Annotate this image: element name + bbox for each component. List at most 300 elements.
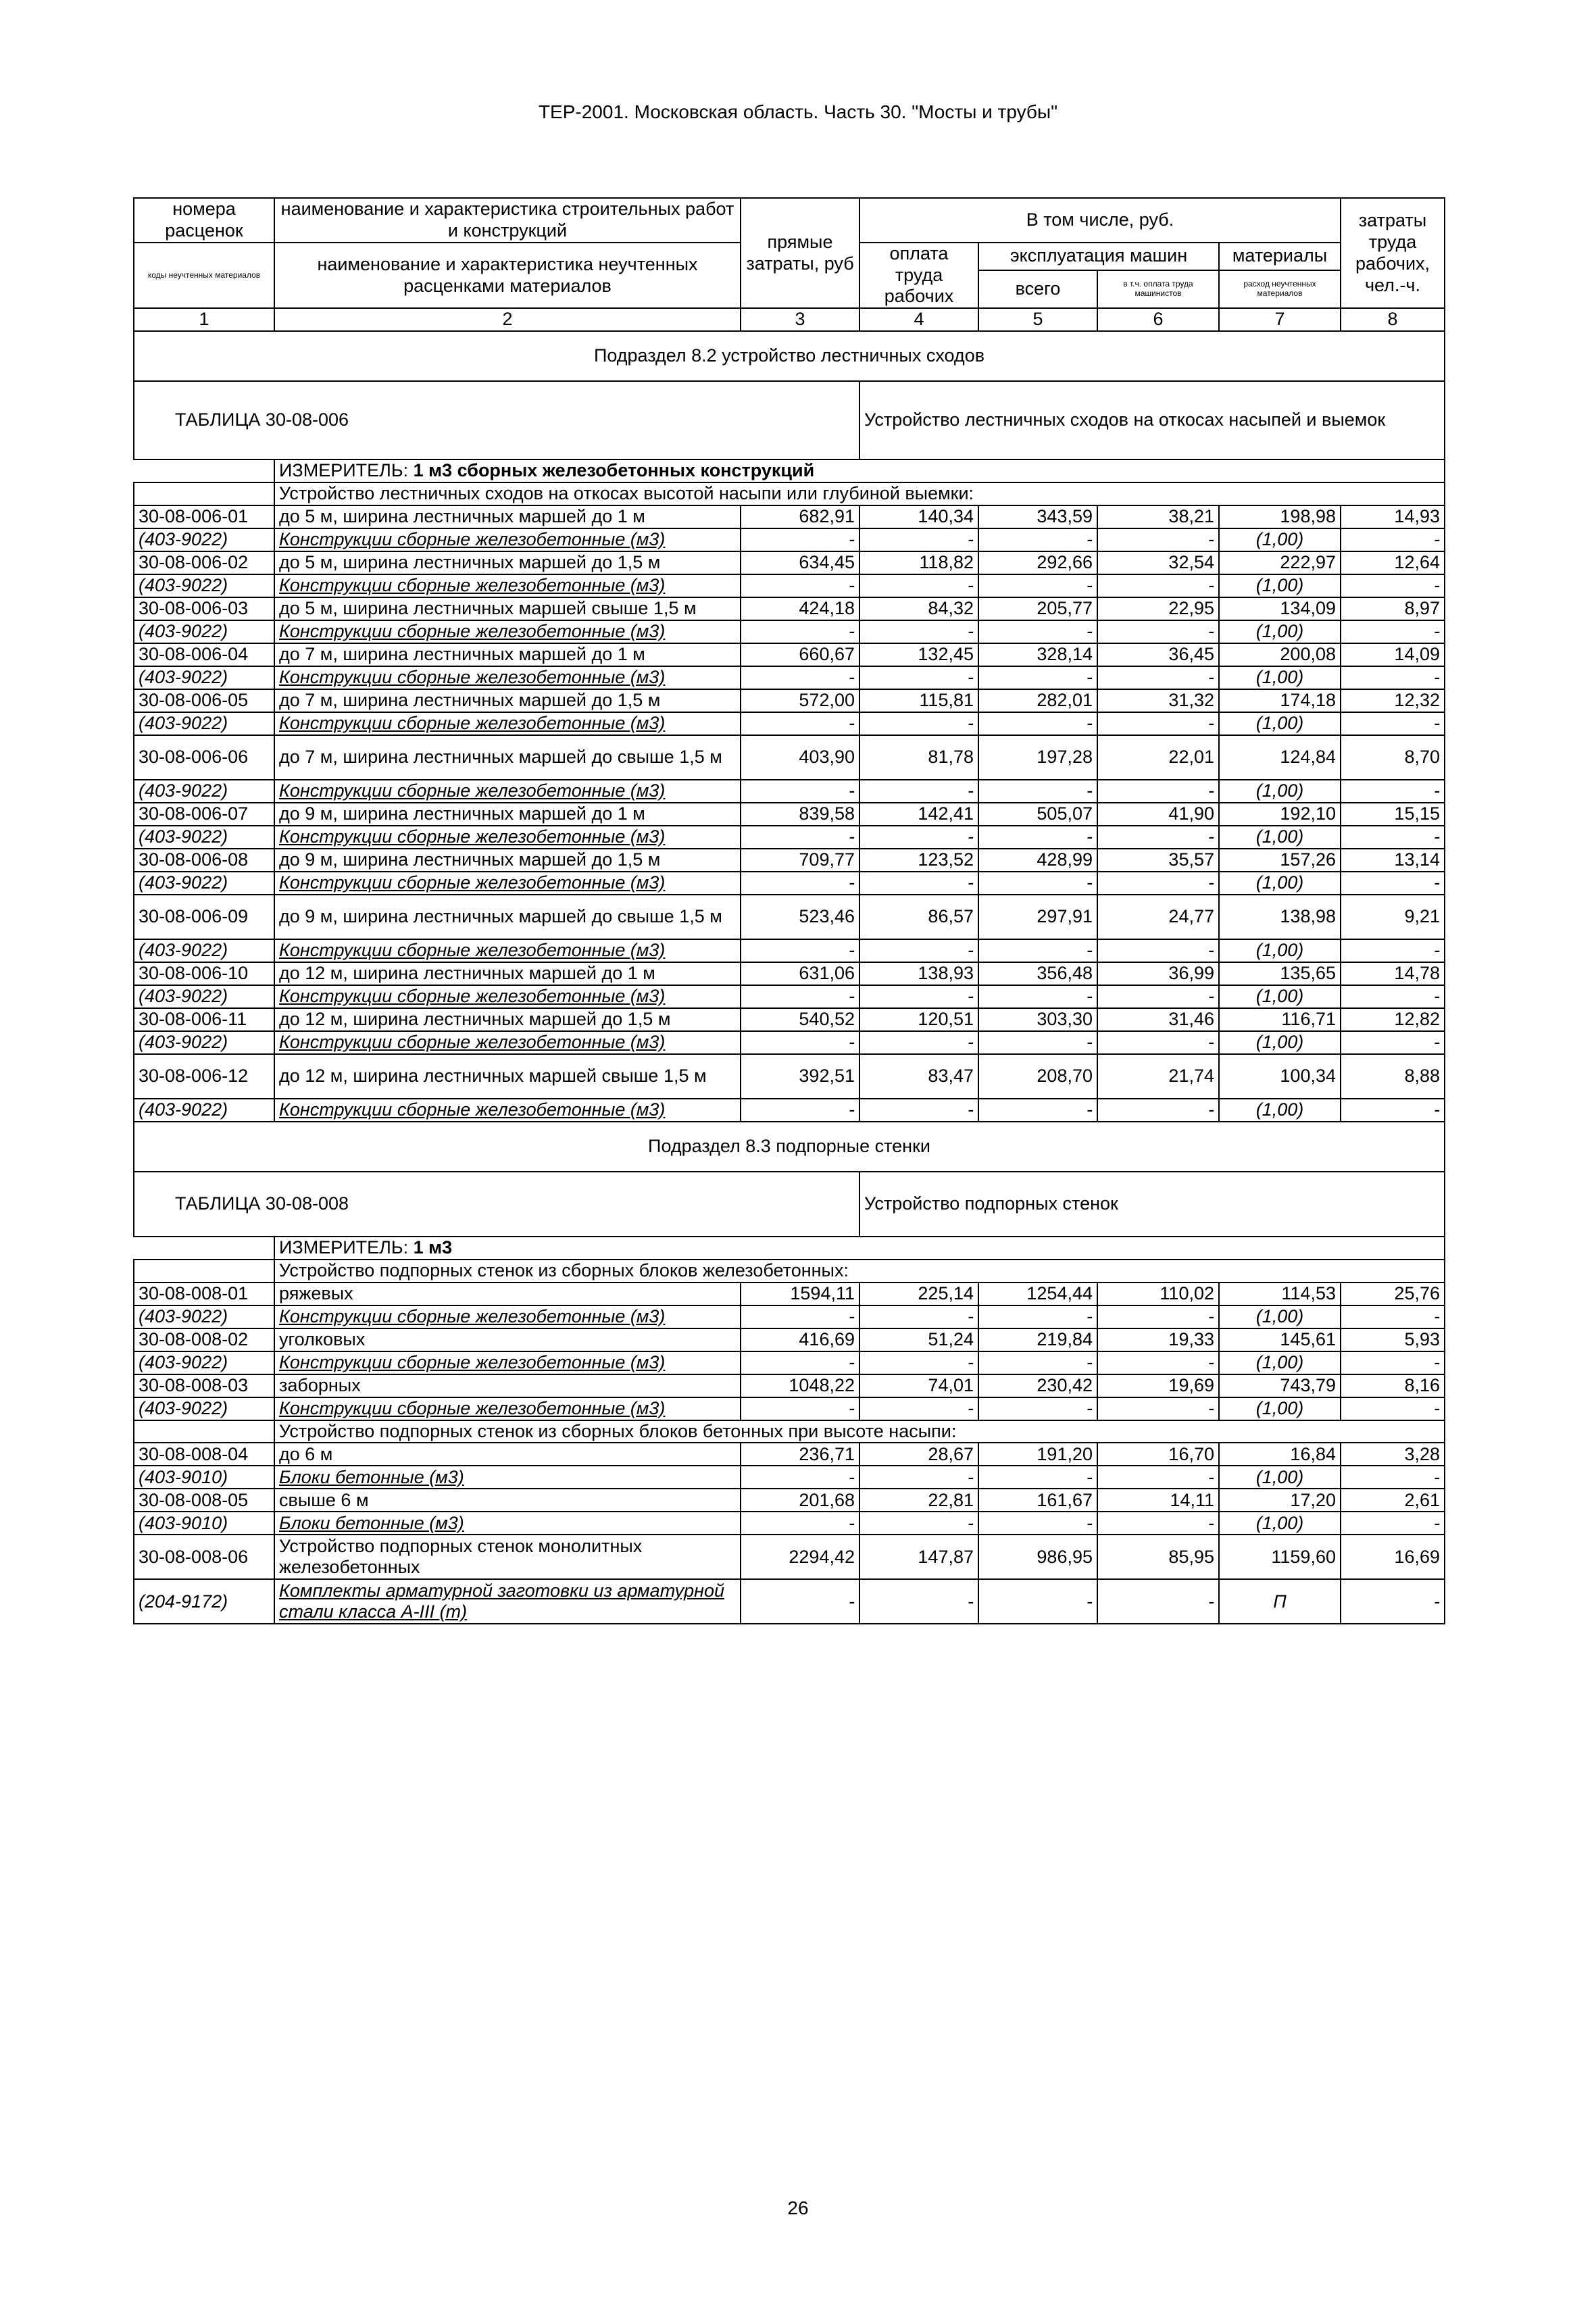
rates-table-wrapper — [133, 197, 1444, 1624]
header-unaccounted-materials: расход неучтенных материалов — [1219, 270, 1341, 308]
direct-costs: 682,91 — [741, 505, 859, 528]
machines-total: 986,95 — [978, 1535, 1097, 1579]
dash-cell: - — [741, 574, 859, 597]
machinist-pay: 85,95 — [1097, 1535, 1219, 1579]
table-row — [134, 735, 1445, 780]
material-code: (403-9022) — [134, 712, 274, 735]
materials-cost: 16,84 — [1219, 1443, 1341, 1466]
material-code: (204-9172) — [134, 1579, 274, 1624]
worker-pay: 225,14 — [859, 1283, 978, 1305]
dash-cell: - — [1341, 1579, 1445, 1624]
machinist-pay: 31,46 — [1097, 1008, 1219, 1031]
materials-cost: 145,61 — [1219, 1328, 1341, 1351]
table-label: ТАБЛИЦА 30-08-006 — [134, 381, 859, 459]
measure-spacer — [134, 459, 274, 482]
dash-cell: - — [859, 1466, 978, 1489]
dash-cell: - — [1341, 872, 1445, 895]
dash-cell: - — [1097, 1351, 1219, 1374]
table-caption: Устройство подпорных стенок — [859, 1172, 1445, 1237]
header-machines: эксплуатация машин — [978, 243, 1219, 270]
work-name: до 7 м, ширина лестничных маршей до 1 м — [274, 643, 741, 666]
work-name: заборных — [274, 1374, 741, 1397]
labor-hours: 13,14 — [1341, 849, 1445, 872]
dash-cell: - — [859, 574, 978, 597]
dash-cell: - — [741, 1031, 859, 1054]
material-quantity: (1,00) — [1219, 780, 1341, 803]
machinist-pay: 36,45 — [1097, 643, 1219, 666]
dash-cell: - — [978, 872, 1097, 895]
machines-total: 303,30 — [978, 1008, 1097, 1031]
work-name: до 5 м, ширина лестничных маршей до 1,5 м — [274, 551, 741, 574]
materials-cost: 157,26 — [1219, 849, 1341, 872]
dash-cell: - — [741, 620, 859, 643]
rate-code: 30-08-008-04 — [134, 1443, 274, 1466]
direct-costs: 1048,22 — [741, 1374, 859, 1397]
header-machines-total: всего — [978, 270, 1097, 308]
dash-cell: - — [978, 1031, 1097, 1054]
machinist-pay: 19,33 — [1097, 1328, 1219, 1351]
worker-pay: 147,87 — [859, 1535, 978, 1579]
measure-value: 1 м3 сборных железобетонных конструкций — [413, 460, 815, 481]
dash-cell: - — [978, 1512, 1097, 1535]
material-code: (403-9010) — [134, 1512, 274, 1535]
machinist-pay: 110,02 — [1097, 1283, 1219, 1305]
dash-cell: - — [741, 985, 859, 1008]
work-name: до 9 м, ширина лестничных маршей до свыше 1,5 м — [274, 895, 741, 939]
rate-code: 30-08-006-07 — [134, 803, 274, 826]
worker-pay: 74,01 — [859, 1374, 978, 1397]
rates-table — [133, 197, 1445, 1624]
work-name: до 7 м, ширина лестничных маршей до 1,5 м — [274, 689, 741, 712]
machinist-pay: 24,77 — [1097, 895, 1219, 939]
material-name: Конструкции сборные железобетонные (м3) — [274, 1351, 741, 1374]
work-name: до 5 м, ширина лестничных маршей до 1 м — [274, 505, 741, 528]
rate-code: 30-08-008-01 — [134, 1283, 274, 1305]
direct-costs: 392,51 — [741, 1054, 859, 1099]
materials-cost: 222,97 — [1219, 551, 1341, 574]
group-title: Устройство подпорных стенок из сборных блоков бетонных при высоте насыпи: — [274, 1420, 1445, 1443]
dash-cell: - — [741, 1579, 859, 1624]
dash-cell: - — [859, 1351, 978, 1374]
worker-pay: 83,47 — [859, 1054, 978, 1099]
dash-cell: - — [741, 826, 859, 849]
direct-costs: 572,00 — [741, 689, 859, 712]
labor-hours: 15,15 — [1341, 803, 1445, 826]
dash-cell: - — [1097, 1579, 1219, 1624]
rate-code: 30-08-006-05 — [134, 689, 274, 712]
machines-total: 292,66 — [978, 551, 1097, 574]
dash-cell: - — [859, 528, 978, 551]
material-row — [134, 528, 1445, 551]
dash-cell: - — [741, 1099, 859, 1122]
material-row — [134, 620, 1445, 643]
dash-cell: - — [1097, 1466, 1219, 1489]
dash-cell: - — [1097, 712, 1219, 735]
dash-cell: - — [978, 528, 1097, 551]
material-quantity: (1,00) — [1219, 620, 1341, 643]
dash-cell: - — [741, 1512, 859, 1535]
labor-hours: 16,69 — [1341, 1535, 1445, 1579]
dash-cell: - — [1097, 780, 1219, 803]
work-name: до 7 м, ширина лестничных маршей до свыше 1,5 м — [274, 735, 741, 780]
dash-cell: - — [741, 1397, 859, 1420]
header-labor-hours: затраты труда рабочих, чел.-ч. — [1341, 198, 1445, 308]
material-code: (403-9022) — [134, 528, 274, 551]
material-row — [134, 826, 1445, 849]
rate-code: 30-08-006-06 — [134, 735, 274, 780]
dash-cell: - — [978, 666, 1097, 689]
labor-hours: 12,64 — [1341, 551, 1445, 574]
dash-cell: - — [1341, 528, 1445, 551]
dash-cell: - — [978, 1397, 1097, 1420]
group-spacer — [134, 1260, 274, 1283]
machines-total: 161,67 — [978, 1489, 1097, 1512]
worker-pay: 84,32 — [859, 597, 978, 620]
direct-costs: 634,45 — [741, 551, 859, 574]
material-row — [134, 872, 1445, 895]
measure-value: 1 м3 — [413, 1237, 453, 1258]
materials-cost: 1159,60 — [1219, 1535, 1341, 1579]
rate-code: 30-08-006-04 — [134, 643, 274, 666]
materials-cost: 100,34 — [1219, 1054, 1341, 1099]
material-quantity: (1,00) — [1219, 574, 1341, 597]
dash-cell: - — [1097, 620, 1219, 643]
material-quantity: (1,00) — [1219, 826, 1341, 849]
machinist-pay: 38,21 — [1097, 505, 1219, 528]
table-row — [134, 962, 1445, 985]
table-row — [134, 689, 1445, 712]
materials-cost: 743,79 — [1219, 1374, 1341, 1397]
column-number: 8 — [1341, 308, 1445, 331]
material-quantity: (1,00) — [1219, 1031, 1341, 1054]
machinist-pay: 21,74 — [1097, 1054, 1219, 1099]
machines-total: 205,77 — [978, 597, 1097, 620]
material-quantity: (1,00) — [1219, 1305, 1341, 1328]
header-material-name: наименование и характеристика неучтенных расценками материалов — [274, 243, 741, 309]
material-quantity: (1,00) — [1219, 1397, 1341, 1420]
dash-cell: - — [741, 939, 859, 962]
direct-costs: 839,58 — [741, 803, 859, 826]
measure-unit — [274, 1237, 1445, 1260]
worker-pay: 51,24 — [859, 1328, 978, 1351]
material-quantity: (1,00) — [1219, 872, 1341, 895]
worker-pay: 22,81 — [859, 1489, 978, 1512]
worker-pay: 138,93 — [859, 962, 978, 985]
dash-cell: - — [1097, 1512, 1219, 1535]
dash-cell: - — [1341, 939, 1445, 962]
machines-total: 428,99 — [978, 849, 1097, 872]
work-name: до 12 м, ширина лестничных маршей до 1 м — [274, 962, 741, 985]
dash-cell: - — [741, 1351, 859, 1374]
header-worker-pay: оплата труда рабочих — [859, 243, 978, 309]
labor-hours: 8,16 — [1341, 1374, 1445, 1397]
dash-cell: - — [978, 1305, 1097, 1328]
direct-costs: 403,90 — [741, 735, 859, 780]
direct-costs: 201,68 — [741, 1489, 859, 1512]
machinist-pay: 41,90 — [1097, 803, 1219, 826]
material-row — [134, 1351, 1445, 1374]
material-row — [134, 1031, 1445, 1054]
material-name: Конструкции сборные железобетонные (м3) — [274, 872, 741, 895]
dash-cell: - — [1341, 780, 1445, 803]
worker-pay: 140,34 — [859, 505, 978, 528]
table-row — [134, 1374, 1445, 1397]
dash-cell: - — [1097, 826, 1219, 849]
material-row — [134, 1466, 1445, 1489]
material-code: (403-9022) — [134, 1305, 274, 1328]
dash-cell: - — [859, 1512, 978, 1535]
material-name: Конструкции сборные железобетонные (м3) — [274, 528, 741, 551]
table-label: ТАБЛИЦА 30-08-008 — [134, 1172, 859, 1237]
work-name: свыше 6 м — [274, 1489, 741, 1512]
machines-total: 343,59 — [978, 505, 1097, 528]
machinist-pay: 14,11 — [1097, 1489, 1219, 1512]
dash-cell: - — [1097, 666, 1219, 689]
machinist-pay: 35,57 — [1097, 849, 1219, 872]
material-name: Конструкции сборные железобетонные (м3) — [274, 712, 741, 735]
rate-code: 30-08-008-03 — [134, 1374, 274, 1397]
worker-pay: 120,51 — [859, 1008, 978, 1031]
table-row — [134, 1054, 1445, 1099]
page-title: ТЕР-2001. Московская область. Часть 30. "Мосты и трубы" — [538, 101, 1058, 122]
column-number: 6 — [1097, 308, 1219, 331]
dash-cell: - — [978, 780, 1097, 803]
work-name: Устройство подпорных стенок монолитных железобетонных — [274, 1535, 741, 1579]
material-row — [134, 985, 1445, 1008]
material-name: Конструкции сборные железобетонные (м3) — [274, 1099, 741, 1122]
table-row — [134, 1535, 1445, 1579]
dash-cell: - — [1097, 939, 1219, 962]
measure-prefix: ИЗМЕРИТЕЛЬ: — [279, 1237, 409, 1258]
column-number: 4 — [859, 308, 978, 331]
material-name: Конструкции сборные железобетонные (м3) — [274, 939, 741, 962]
dash-cell: - — [859, 1305, 978, 1328]
direct-costs: 236,71 — [741, 1443, 859, 1466]
dash-cell: - — [1097, 1031, 1219, 1054]
dash-cell: - — [1341, 620, 1445, 643]
work-name: уголковых — [274, 1328, 741, 1351]
worker-pay: 118,82 — [859, 551, 978, 574]
machinist-pay: 32,54 — [1097, 551, 1219, 574]
material-name: Конструкции сборные железобетонные (м3) — [274, 985, 741, 1008]
material-quantity: (1,00) — [1219, 1351, 1341, 1374]
dash-cell: - — [859, 939, 978, 962]
direct-costs: 2294,42 — [741, 1535, 859, 1579]
table-row — [134, 505, 1445, 528]
direct-costs: 523,46 — [741, 895, 859, 939]
table-row — [134, 849, 1445, 872]
dash-cell: - — [978, 620, 1097, 643]
materials-cost: 198,98 — [1219, 505, 1341, 528]
header-rate-codes: номера расценок — [134, 198, 274, 243]
worker-pay: 28,67 — [859, 1443, 978, 1466]
machinist-pay: 36,99 — [1097, 962, 1219, 985]
header-in-total: В том числе, руб. — [859, 198, 1341, 243]
material-code: (403-9022) — [134, 1031, 274, 1054]
table-row — [134, 1283, 1445, 1305]
worker-pay: 142,41 — [859, 803, 978, 826]
material-row — [134, 574, 1445, 597]
table-row — [134, 551, 1445, 574]
dash-cell: - — [1341, 1351, 1445, 1374]
materials-cost: 200,08 — [1219, 643, 1341, 666]
machines-total: 282,01 — [978, 689, 1097, 712]
labor-hours: 9,21 — [1341, 895, 1445, 939]
dash-cell: - — [859, 666, 978, 689]
material-code: (403-9010) — [134, 1466, 274, 1489]
material-name: Конструкции сборные железобетонные (м3) — [274, 620, 741, 643]
material-code: (403-9022) — [134, 872, 274, 895]
material-row — [134, 1305, 1445, 1328]
labor-hours: 8,70 — [1341, 735, 1445, 780]
column-number: 2 — [274, 308, 741, 331]
rate-code: 30-08-006-10 — [134, 962, 274, 985]
material-quantity: (1,00) — [1219, 712, 1341, 735]
materials-cost: 17,20 — [1219, 1489, 1341, 1512]
header-direct-costs: прямые затраты, руб — [741, 198, 859, 308]
dash-cell: - — [741, 666, 859, 689]
dash-cell: - — [1097, 1397, 1219, 1420]
labor-hours: 14,93 — [1341, 505, 1445, 528]
rate-code: 30-08-008-02 — [134, 1328, 274, 1351]
material-code: (403-9022) — [134, 1351, 274, 1374]
material-quantity: (1,00) — [1219, 985, 1341, 1008]
material-row — [134, 1099, 1445, 1122]
dash-cell: - — [859, 1099, 978, 1122]
direct-costs: 660,67 — [741, 643, 859, 666]
machinist-pay: 22,01 — [1097, 735, 1219, 780]
dash-cell: - — [1341, 826, 1445, 849]
material-quantity: (1,00) — [1219, 939, 1341, 962]
rate-code: 30-08-006-03 — [134, 597, 274, 620]
dash-cell: - — [1097, 574, 1219, 597]
column-number: 3 — [741, 308, 859, 331]
machinist-pay: 31,32 — [1097, 689, 1219, 712]
dash-cell: - — [741, 1305, 859, 1328]
materials-cost: 135,65 — [1219, 962, 1341, 985]
material-name: Конструкции сборные железобетонные (м3) — [274, 780, 741, 803]
dash-cell: - — [978, 1099, 1097, 1122]
worker-pay: 81,78 — [859, 735, 978, 780]
materials-cost: 138,98 — [1219, 895, 1341, 939]
rate-code: 30-08-006-09 — [134, 895, 274, 939]
material-row — [134, 712, 1445, 735]
direct-costs: 416,69 — [741, 1328, 859, 1351]
material-quantity: (1,00) — [1219, 1099, 1341, 1122]
material-code: (403-9022) — [134, 666, 274, 689]
machines-total: 230,42 — [978, 1374, 1097, 1397]
materials-cost: 116,71 — [1219, 1008, 1341, 1031]
labor-hours: 12,32 — [1341, 689, 1445, 712]
rate-code: 30-08-006-02 — [134, 551, 274, 574]
dash-cell: - — [1341, 712, 1445, 735]
rate-code: 30-08-008-05 — [134, 1489, 274, 1512]
dash-cell: - — [741, 780, 859, 803]
material-code: (403-9022) — [134, 574, 274, 597]
table-row — [134, 895, 1445, 939]
machinist-pay: 22,95 — [1097, 597, 1219, 620]
dash-cell: - — [859, 1031, 978, 1054]
machines-total: 219,84 — [978, 1328, 1097, 1351]
dash-cell: - — [859, 1579, 978, 1624]
group-title: Устройство подпорных стенок из сборных блоков железобетонных: — [274, 1260, 1445, 1283]
material-row — [134, 1397, 1445, 1420]
rate-code: 30-08-006-08 — [134, 849, 274, 872]
worker-pay: 132,45 — [859, 643, 978, 666]
dash-cell: - — [741, 528, 859, 551]
rate-code: 30-08-006-01 — [134, 505, 274, 528]
rate-code: 30-08-006-12 — [134, 1054, 274, 1099]
direct-costs: 709,77 — [741, 849, 859, 872]
group-spacer — [134, 1420, 274, 1443]
material-name: Конструкции сборные железобетонные (м3) — [274, 1031, 741, 1054]
labor-hours: 3,28 — [1341, 1443, 1445, 1466]
material-quantity: (1,00) — [1219, 666, 1341, 689]
rate-code: 30-08-008-06 — [134, 1535, 274, 1579]
column-number: 7 — [1219, 308, 1341, 331]
material-code: (403-9022) — [134, 780, 274, 803]
dash-cell: - — [978, 1351, 1097, 1374]
material-name: Конструкции сборные железобетонные (м3) — [274, 1305, 741, 1328]
worker-pay: 115,81 — [859, 689, 978, 712]
dash-cell: - — [859, 780, 978, 803]
material-name: Блоки бетонные (м3) — [274, 1466, 741, 1489]
material-row — [134, 666, 1445, 689]
dash-cell: - — [741, 872, 859, 895]
dash-cell: - — [978, 1466, 1097, 1489]
material-quantity: (1,00) — [1219, 528, 1341, 551]
column-number: 1 — [134, 308, 274, 331]
dash-cell: - — [1097, 1305, 1219, 1328]
material-name: Конструкции сборные железобетонные (м3) — [274, 666, 741, 689]
dash-cell: - — [978, 939, 1097, 962]
material-quantity: (1,00) — [1219, 1466, 1341, 1489]
machines-total: 208,70 — [978, 1054, 1097, 1099]
dash-cell: - — [741, 712, 859, 735]
material-code: (403-9022) — [134, 826, 274, 849]
direct-costs: 631,06 — [741, 962, 859, 985]
direct-costs: 540,52 — [741, 1008, 859, 1031]
subsection-title: Подраздел 8.3 подпорные стенки — [134, 1122, 1445, 1172]
dash-cell: - — [978, 574, 1097, 597]
work-name: до 6 м — [274, 1443, 741, 1466]
material-name: Конструкции сборные железобетонные (м3) — [274, 1397, 741, 1420]
table-row — [134, 1328, 1445, 1351]
material-row — [134, 1512, 1445, 1535]
work-name: до 12 м, ширина лестничных маршей до 1,5 м — [274, 1008, 741, 1031]
dash-cell: - — [1097, 872, 1219, 895]
material-code: (403-9022) — [134, 985, 274, 1008]
work-name: ряжевых — [274, 1283, 741, 1305]
labor-hours: 2,61 — [1341, 1489, 1445, 1512]
machines-total: 191,20 — [978, 1443, 1097, 1466]
material-name: Блоки бетонные (м3) — [274, 1512, 741, 1535]
material-code: (403-9022) — [134, 620, 274, 643]
dash-cell: - — [1341, 1466, 1445, 1489]
machinist-pay: 19,69 — [1097, 1374, 1219, 1397]
direct-costs: 424,18 — [741, 597, 859, 620]
subsection-title: Подраздел 8.2 устройство лестничных сходов — [134, 331, 1445, 381]
labor-hours: 25,76 — [1341, 1283, 1445, 1305]
machines-total: 328,14 — [978, 643, 1097, 666]
machinist-pay: 16,70 — [1097, 1443, 1219, 1466]
material-code: (403-9022) — [134, 1099, 274, 1122]
worker-pay: 86,57 — [859, 895, 978, 939]
dash-cell: - — [859, 712, 978, 735]
dash-cell: - — [1341, 1397, 1445, 1420]
dash-cell: - — [859, 1397, 978, 1420]
header-materials: материалы — [1219, 243, 1341, 270]
